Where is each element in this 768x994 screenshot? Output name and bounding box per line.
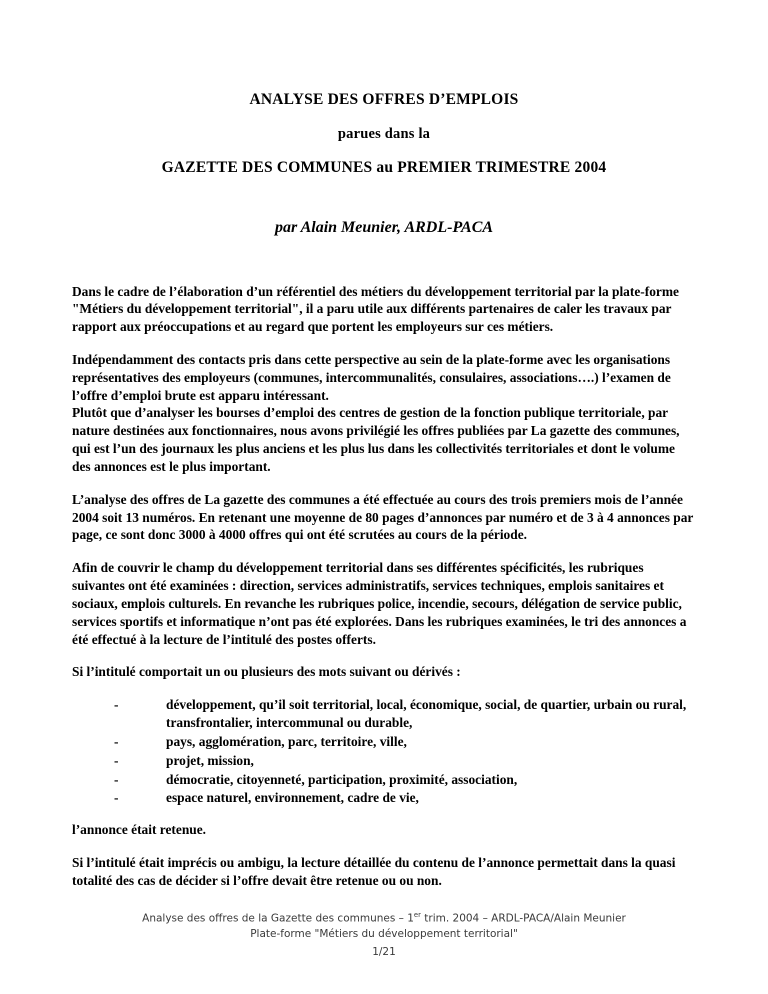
paragraph-5: Afin de couvrir le champ du développement territorial dans ses différentes spécificités, les rubriques suivantes ont été examinées : direction, services administratifs, services techniques, emplois sanitaires et sociaux, emplois culturels. En revanche les rubriques police, incendie, secours, délégation de service public, services sportifs et informatique n’ont pas été explorées. Dans les rubriques examinées, le tri des annonces a été effectué à la lecture de l’intitulé des postes offerts. <box>72 560 687 647</box>
footer-line-1-after: trim. 2004 – ARDL-PACA/Alain Meunier <box>420 912 626 925</box>
page-footer <box>0 910 768 960</box>
list-bullet-marker: - <box>114 733 119 749</box>
paragraph-4: L’analyse des offres de La gazette des communes a été effectuée au cours des trois premiers mois de l’année 2004 soit 13 numéros. En retenant une moyenne de 80 pages d’annonces par numéro et de 3 à 4 annonces par page, ce sont donc 3000 à 4000 offres qui ont été scrutées au cours de la période. <box>72 491 694 543</box>
list-bullet-marker: - <box>114 697 119 713</box>
list-bullet-marker: - <box>114 752 119 768</box>
paragraph-7: l’annonce était retenue. <box>72 822 207 838</box>
paragraph-3: Plutôt que d’analyser les bourses d’emploi des centres de gestion de la fonction publique territoriale, par nature destinées aux fonctionnaires, nous avons privilégié les offres publiées par La gazette des communes, qui est l’un des journaux les plus anciens et les plus lus dans les collectivités territoriales et dont le volume des annonces est le plus important. <box>72 405 680 474</box>
document-author: par Alain Meunier, ARDL-PACA <box>274 218 494 236</box>
list-item-label: espace naturel, environnement, cadre de vie, <box>166 790 419 806</box>
footer-line-2: Plate-forme "Métiers du développement territorial" <box>250 928 518 941</box>
list-item-label: démocratie, citoyenneté, participation, proximité, association, <box>166 771 518 787</box>
list-bullet-marker: - <box>114 771 119 787</box>
footer-line-1-before: Analyse des offres de la Gazette des communes – 1 <box>142 912 414 925</box>
list-item <box>114 752 696 770</box>
list-item-label: pays, agglomération, parc, territoire, ville, <box>166 733 407 749</box>
list-item <box>114 696 696 732</box>
list-item-label: projet, mission, <box>166 752 254 768</box>
document-title-block <box>72 88 696 181</box>
footer-ordinal-suffix: er <box>413 910 421 919</box>
page-title-line-1: ANALYSE DES OFFRES D’EMPLOIS <box>249 91 519 108</box>
paragraph-8: Si l’intitulé était imprécis ou ambigu, la lecture détaillée du contenu de l’annonce permettait dans la quasi totalité des cas de décider si l’offre devait être retenue ou ou non. <box>72 855 676 888</box>
page-title-line-3: GAZETTE DES COMMUNES au PREMIER TRIMESTRE 2004 <box>161 159 607 177</box>
list-item <box>114 771 696 789</box>
list-bullet-marker: - <box>114 790 119 806</box>
document-body <box>72 283 696 890</box>
footer-page-number: 1/21 <box>372 945 396 958</box>
page-title-line-2: parues dans la <box>337 126 431 143</box>
paragraph-1: Dans le cadre de l’élaboration d’un référentiel des métiers du développement territorial par la plate-forme "Métiers du développement territorial", il a paru utile aux différents partenaires de caler les travaux par rapport aux préoccupations et au regard que portent les employeurs sur ces métiers. <box>72 283 679 335</box>
list-item-label: développement, qu’il soit territorial, local, économique, social, de quartier, urbain ou rural, transfrontalier, intercommunal ou durable, <box>166 697 687 731</box>
keyword-list <box>72 696 696 807</box>
paragraph-6: Si l’intitulé comportait un ou plusieurs des mots suivant ou dérivés : <box>72 664 461 680</box>
list-item <box>114 733 696 751</box>
footer-line-1 <box>0 910 768 927</box>
paragraph-2: Indépendamment des contacts pris dans cette perspective au sein de la plate-forme avec les organisations représentatives des employeurs (communes, intercommunalités, consulaires, associations….) l’examen de l’offre d’emploi brute est apparu intéressant. <box>72 351 671 403</box>
list-item <box>114 789 696 807</box>
